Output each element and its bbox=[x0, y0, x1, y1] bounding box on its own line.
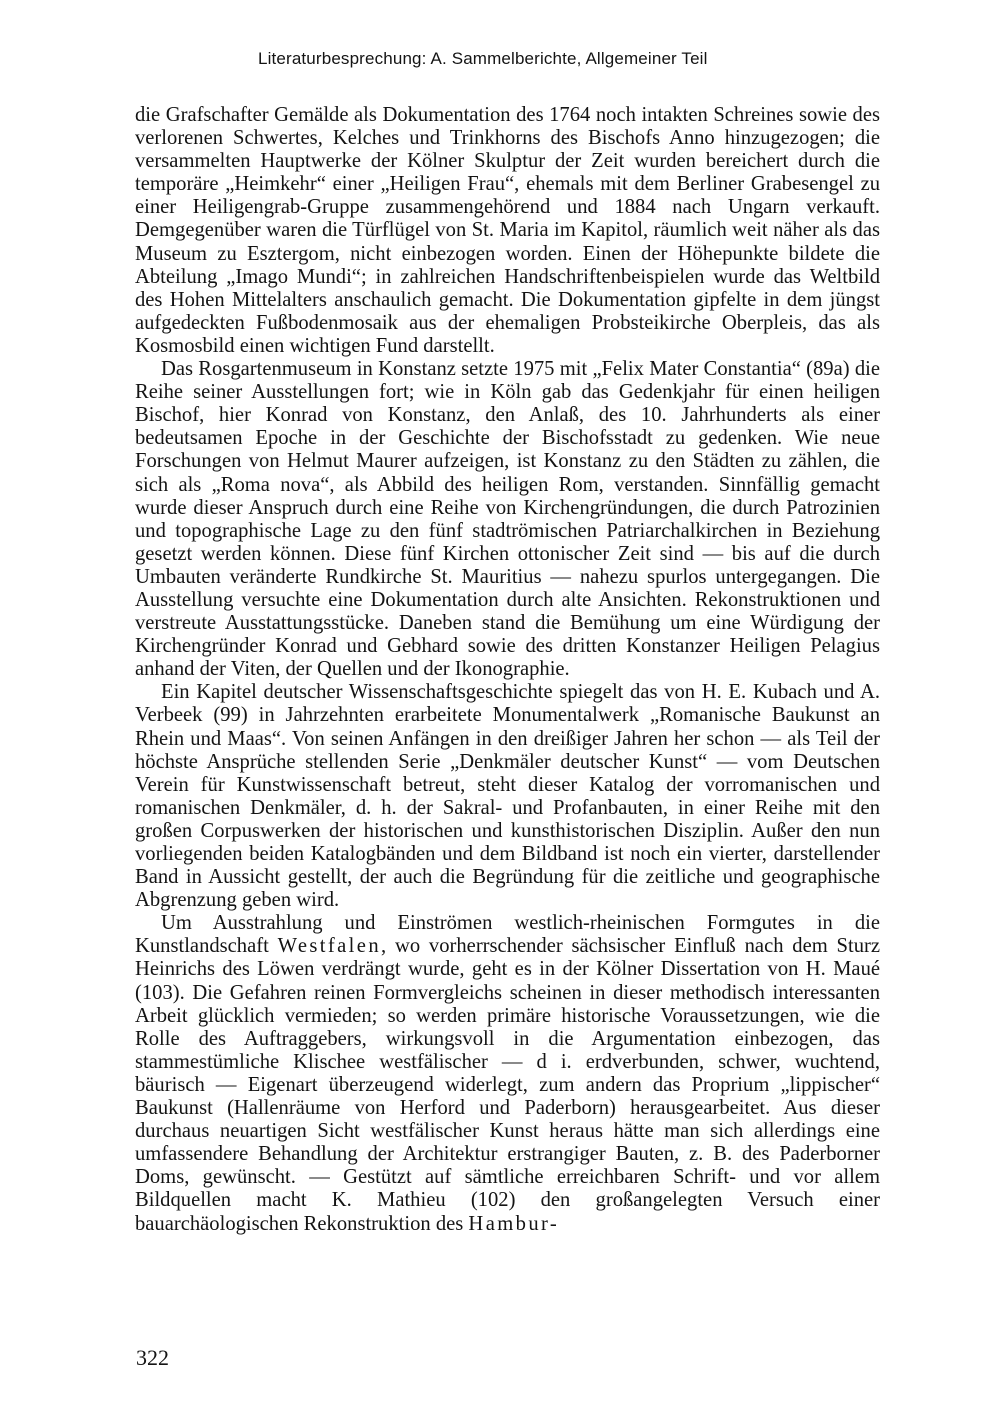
running-head: Literaturbesprechung: A. Sammelberichte, Allgemeiner Teil bbox=[258, 49, 708, 68]
paragraph-3: Ein Kapitel deutscher Wissenschaftsgeschichte spiegelt das von H. E. Kubach und A. Verbeek (99) in Jahrzehnten erarbeitete Monumentalwerk „Romanische Baukunst an Rhein und Maas“. Von seinen Anfängen in den dreißiger Jahren her schon — als Teil der höchste Ansprüche stellenden Serie „Denkmäler deutscher Kunst“ — vom Deutschen Verein für Kunstwissenschaft betreut, steht dieser Katalog der vorromanischen und romanischen Denkmäler, d. h. der Sakral- und Profanbauten, in einer Reihe mit den großen Corpuswerken der historischen und kunsthistorischen Disziplin. Außer den nun vorliegenden beiden Katalogbänden und dem Bildband ist noch ein vierter, darstellender Band in Aussicht gestellt, der auch die Begründung für die zeitliche und geographische Abgrenzung geben wird. bbox=[135, 681, 880, 912]
page-number: 322 bbox=[136, 1345, 169, 1370]
paragraph-4-emphasis-hamburg: Hambur- bbox=[468, 1212, 560, 1235]
paragraph-2: Das Rosgartenmuseum in Konstanz setzte 1975 mit „Felix Mater Constantia“ (89a) die Reihe seiner Ausstellungen fort; wie in Köln gab das Gedenkjahr für einen heiligen Bischof, hier Konrad von Konstanz, den Anlaß, des 10. Jahrhunderts als einer bedeutsamen Epoche in der Geschichte der Bischofsstadt zu gedenken. Wie neue Forschungen von Helmut Maurer aufzeigen, ist Konstanz zu den Städten zu zählen, die sich als „Roma nova“, als Abbild des heiligen Rom, verstanden. Sinnfällig gemacht wurde dieser Anspruch durch eine Reihe von Kirchengründungen, die durch Patrozinien und topographische Lage zu den fünf stadtrömischen Patriarchalkirchen in Beziehung gesetzt werden können. Diese fünf Kirchen ottonischer Zeit sind — bis auf die durch Umbauten veränderte Rundkirche St. Mauritius — nahezu spurlos untergegangen. Die Ausstellung versuchte eine Dokumentation durch alte Ansichten. Rekonstruktionen und verstreute Ausstattungsstücke. Daneben stand die Bemühung um eine Würdigung der Kirchengründer Konrad und Gebhard sowie des dritten Konstanzer Heiligen Pelagius anhand der Viten, der Quellen und der Ikonographie. bbox=[135, 358, 880, 681]
paragraph-4 bbox=[135, 912, 880, 1235]
body-text bbox=[135, 104, 880, 1236]
paragraph-1: die Grafschafter Gemälde als Dokumentation des 1764 noch intakten Schreines sowie des verlorenen Schwertes, Kelches und Trinkhorns des Bischofs Anno hinzugezogen; die versammelten Hauptwerke der Kölner Skulptur der Zeit wurden bereichert durch die temporäre „Heimkehr“ einer „Heiligen Frau“, ehemals mit dem Berliner Grabesengel zu einer Heiligengrab-Gruppe zusammengehörend und 1884 nach Ungarn verkauft. Demgegenüber waren die Türflügel von St. Maria im Kapitol, räumlich weit näher als das Museum zu Esztergom, nicht einbezogen worden. Einen der Höhepunkte bildete die Abteilung „Imago Mundi“; in zahlreichen Handschriftenbeispielen wurde das Weltbild des Hohen Mittelalters anschaulich gemacht. Die Dokumentation gipfelte in dem jüngst aufgedeckten Fußbodenmosaik aus der ehemaligen Probsteikirche Oberpleis, das als Kosmosbild einen wichtigen Fund darstellt. bbox=[135, 104, 880, 357]
paragraph-4-text-end: , wo vorherrschender sächsischer Einfluß nach dem Sturz Heinrichs des Löwen verdrängt wurde, geht es in der Kölner Dissertation von H. Maué (103). Die Gefahren reinen Formvergleichs scheinen in dieser methodisch interessanten Arbeit glücklich vermieden; so werden primäre historische Voraussetzungen, wie die Rolle des Auftraggebers, wirkungsvoll in die Argumentation einbezogen, das stammestümliche Klischee westfälischer — d i. erdverbunden, schwer, wuchtend, bäurisch — Eigenart überzeugend widerlegt, zum andern das Proprium „lippischer“ Baukunst (Hallenräume von Herford und Paderborn) herausgearbeitet. Aus dieser durchaus neuartigen Sicht westfälischer Kunst heraus hätte man sich allerdings eine umfassendere Behandlung der Architektur erstrangiger Bauten, z. B. des Paderborner Doms, gewünscht. — Gestützt auf sämtliche erreichbaren Schrift- und vor allem Bildquellen macht K. Mathieu (102) den großangelegten Versuch einer bauarchäologischen Rekonstruktion des bbox=[135, 935, 880, 1235]
paragraph-4-text-start: Um Ausstrahlung und Einströmen westlich-rheinischen Formgutes in die Kunstlandschaft bbox=[135, 912, 880, 958]
paragraph-4-emphasis-westfalen: Westfalen bbox=[277, 935, 382, 958]
